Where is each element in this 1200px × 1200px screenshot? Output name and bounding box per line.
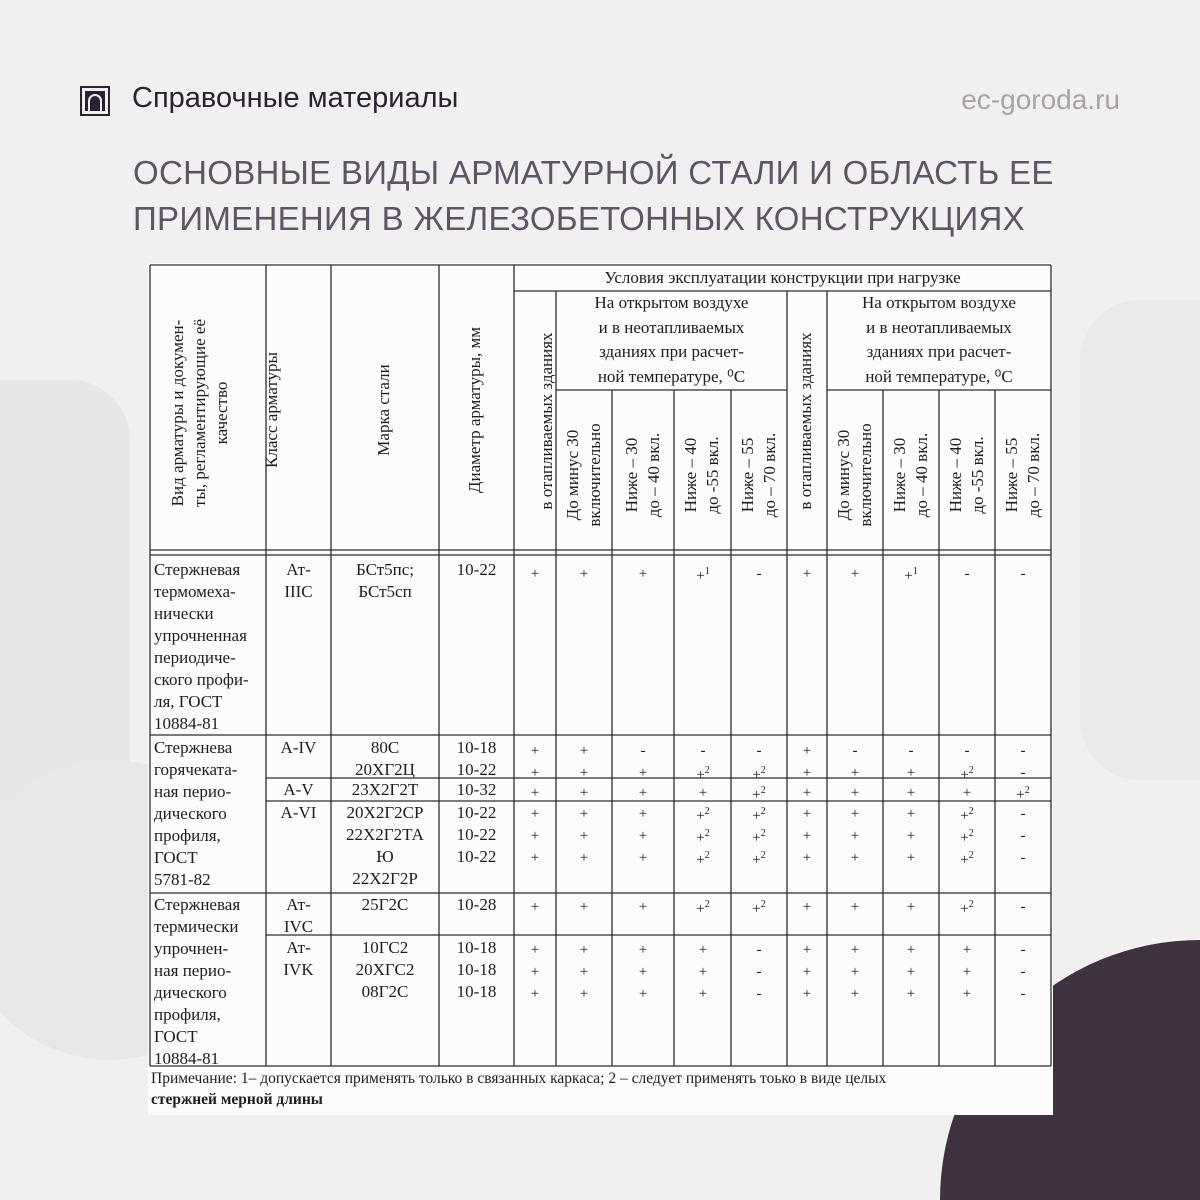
table-mark: + (802, 986, 812, 1002)
table-mark: +$^2$ (752, 765, 766, 783)
table-mark: - (1020, 828, 1026, 844)
footnote-mark: 1 (912, 566, 918, 577)
table-mark: + (906, 765, 916, 781)
table-mark: - (756, 743, 762, 759)
header-temp-1: До минус 30 включительно (563, 423, 604, 527)
header-type: Вид арматуры и докумен- ты, регламентирующие её качество (168, 319, 231, 508)
header-temp-2: Ниже – 30 до – 40 вкл. (622, 432, 663, 518)
table-mark: +$^2$ (752, 806, 766, 824)
header-diameter: Диаметр арматуры, мм (465, 326, 484, 494)
table-mark: + (579, 828, 589, 844)
row3-diameter-a: 10-28 (456, 895, 497, 914)
footnote-mark: 2 (704, 806, 710, 817)
footnote-mark: 2 (968, 850, 974, 861)
row2-grade-c: 20Х2Г2СР 22Х2Г2ТА Ю 22Х2Г2Р (346, 803, 424, 888)
steel-table (148, 263, 1053, 1115)
row2-class-a: A-IV (280, 738, 317, 757)
footnote-mark: 1 (704, 566, 710, 577)
header-grade: Марка стали (374, 364, 393, 456)
table-mark: + (850, 850, 860, 866)
table-mark: + (802, 942, 812, 958)
table-mark: +$^2$ (960, 899, 974, 917)
table-mark: + (530, 899, 540, 915)
table-mark: + (698, 986, 708, 1002)
table-mark: + (906, 850, 916, 866)
footnote-mark: 2 (760, 899, 766, 910)
table-mark: - (756, 964, 762, 980)
table-mark: + (850, 828, 860, 844)
table-mark: + (579, 850, 589, 866)
table-mark: + (638, 765, 648, 781)
table-mark: - (964, 743, 970, 759)
section-title: Справочные материалы (132, 82, 459, 114)
table-mark: +$^2$ (960, 850, 974, 868)
table-mark: + (638, 964, 648, 980)
row3-grade-b: 10ГС2 20ХГС2 08Г2С (355, 938, 415, 1001)
footnote-mark: 2 (704, 899, 710, 910)
page-title-line: ОСНОВНЫЕ ВИДЫ АРМАТУРНОЙ СТАЛИ И ОБЛАСТЬ ЕЕ (133, 154, 1054, 191)
footnote-mark: 2 (968, 765, 974, 776)
table-mark: + (850, 806, 860, 822)
table-mark: + (638, 566, 648, 582)
table-mark: - (908, 743, 914, 759)
table-mark: - (1020, 942, 1026, 958)
table-mark: + (638, 942, 648, 958)
table-mark: + (850, 986, 860, 1002)
footnote-mark: 2 (760, 785, 766, 796)
building-arch-icon (80, 86, 110, 116)
table-mark: + (530, 986, 540, 1002)
table-mark: + (530, 566, 540, 582)
table-mark: +$^2$ (752, 899, 766, 917)
table-mark: + (579, 785, 589, 801)
table-mark: + (579, 899, 589, 915)
table-mark: - (756, 942, 762, 958)
table-mark: + (850, 942, 860, 958)
table-mark: + (962, 785, 972, 801)
row2-class-c: A-VI (280, 803, 317, 822)
footnote-mark: 2 (704, 828, 710, 839)
header-class: Класс арматуры (262, 352, 281, 468)
table-mark: + (802, 566, 812, 582)
table-mark: +$^2$ (960, 765, 974, 783)
table-mark: - (1020, 806, 1026, 822)
table-mark: - (756, 566, 762, 582)
header-outdoor-1: На открытом воздухе и в неотапливаемых зданиях при расчет- ной температуре, ⁰С (594, 293, 749, 386)
footnote-mark: 2 (760, 850, 766, 861)
table-mark: - (1020, 964, 1026, 980)
table-mark: + (906, 828, 916, 844)
row2-type: Стержнева горячеката- ная перио- дического профиля, ГОСТ 5781-82 (154, 738, 238, 889)
header-heated-1: в отапливаемых зданиях (537, 332, 556, 510)
table-mark: + (579, 964, 589, 980)
table-mark: +$^2$ (752, 785, 766, 803)
table-mark: + (802, 785, 812, 801)
table-mark: + (906, 785, 916, 801)
table-mark: +$^2$ (960, 828, 974, 846)
table-mark: + (962, 964, 972, 980)
table-mark: + (802, 850, 812, 866)
table-mark: + (698, 964, 708, 980)
table-mark: +$^2$ (696, 806, 710, 824)
header-temp-2b: Ниже – 30 до – 40 вкл. (890, 432, 931, 518)
table-mark: + (802, 806, 812, 822)
table-mark: + (906, 899, 916, 915)
footnote-mark: 2 (968, 806, 974, 817)
table-mark: + (906, 942, 916, 958)
table-mark: +$^2$ (960, 806, 974, 824)
table-mark: + (530, 785, 540, 801)
page-title (133, 150, 1113, 242)
footnote-mark: 2 (760, 806, 766, 817)
table-note (151, 1068, 1053, 1110)
table-mark: + (579, 806, 589, 822)
row3-class-b: Ат- IVK (283, 938, 314, 979)
footnote-mark: 2 (704, 850, 710, 861)
header-conditions: Условия эксплуатации конструкции при нагрузке (604, 268, 961, 287)
table-mark: + (802, 899, 812, 915)
header-temp-3: Ниже – 40 до -55 вкл. (681, 436, 722, 514)
table-mark: + (906, 986, 916, 1002)
table-mark: + (530, 850, 540, 866)
table-mark: +$^1$ (904, 566, 918, 584)
table-mark: +$^2$ (696, 850, 710, 868)
table-mark: + (906, 964, 916, 980)
table-mark: + (638, 899, 648, 915)
row1-diameter: 10-22 (456, 560, 497, 579)
table-mark: + (579, 986, 589, 1002)
footnote-mark: 2 (704, 765, 710, 776)
row2-class-b: A-V (283, 780, 314, 799)
table-mark: +$^2$ (752, 850, 766, 868)
table-mark: + (530, 828, 540, 844)
table-mark: + (638, 785, 648, 801)
table-mark: + (802, 743, 812, 759)
table-mark: - (640, 743, 646, 759)
row1-type: Стержневая термомеха- нически упрочненная периодиче- ского профи- ля, ГОСТ 10884-81 (154, 560, 249, 733)
table-mark: - (1020, 899, 1026, 915)
table-mark: + (530, 765, 540, 781)
table-mark: + (802, 828, 812, 844)
table-mark: +$^2$ (696, 899, 710, 917)
table-mark: + (530, 942, 540, 958)
table-mark: + (530, 806, 540, 822)
table-mark: + (530, 743, 540, 759)
table-mark: + (638, 986, 648, 1002)
table-mark: + (850, 765, 860, 781)
row1-class: Ат- IIIC (284, 560, 313, 601)
row3-diameter-b: 10-18 10-18 10-18 (456, 938, 497, 1001)
table-mark: + (579, 942, 589, 958)
header (80, 80, 1120, 128)
header-temp-4: Ниже – 55 до – 70 вкл. (738, 432, 779, 518)
table-mark: - (756, 986, 762, 1002)
site-url: ec-goroda.ru (961, 84, 1120, 115)
table-mark: - (964, 566, 970, 582)
row2-diameter-a: 10-18 10-22 (456, 738, 497, 779)
table-mark: + (906, 806, 916, 822)
background-shape (1080, 300, 1200, 780)
table-mark: + (638, 828, 648, 844)
table-mark: + (850, 785, 860, 801)
table-mark: - (1020, 850, 1026, 866)
footnote-mark: 2 (1024, 785, 1030, 796)
table-mark: + (579, 743, 589, 759)
row2-diameter-b: 10-32 (456, 780, 497, 799)
note-line: стержней мерной длины (151, 1091, 323, 1108)
table-mark: + (638, 850, 648, 866)
table-mark: + (850, 899, 860, 915)
header-temp-1b: До минус 30 включительно (834, 423, 875, 527)
footnote-mark: 2 (760, 765, 766, 776)
page-title-line: ПРИМЕНЕНИЯ В ЖЕЛЕЗОБЕТОННЫХ КОНСТРУКЦИЯХ (133, 200, 1025, 237)
table-mark: +$^2$ (752, 828, 766, 846)
table-mark: + (802, 765, 812, 781)
table-mark: - (1020, 743, 1026, 759)
table-mark: +$^2$ (1016, 785, 1030, 803)
table-mark: - (852, 743, 858, 759)
header-temp-4b: Ниже – 55 до – 70 вкл. (1002, 432, 1043, 518)
row3-type: Стержневая термически упрочнен- ная перио- дического профиля, ГОСТ 10884-81 (154, 895, 241, 1068)
table-mark: + (698, 942, 708, 958)
table-mark: +$^2$ (696, 828, 710, 846)
row2-grade-a: 80С 20ХГ2Ц (355, 738, 415, 779)
table-mark: + (850, 566, 860, 582)
table-mark: - (1020, 566, 1026, 582)
row3-grade-a: 25Г2С (361, 895, 409, 914)
table-mark: + (579, 765, 589, 781)
table-mark: + (802, 964, 812, 980)
row3-class-a: Ат- IVC (283, 895, 314, 936)
header-heated-2: в отапливаемых зданиях (796, 332, 815, 510)
table-mark: + (530, 964, 540, 980)
table-mark: +$^1$ (696, 566, 710, 584)
table-mark: - (1020, 986, 1026, 1002)
note-line: Примечание: 1– допускается применять только в связанных каркаса; 2 – следует применять тоько в виде целых (151, 1070, 887, 1087)
table-mark: + (962, 942, 972, 958)
table-mark: + (638, 806, 648, 822)
table-mark: + (962, 986, 972, 1002)
table-mark: + (850, 964, 860, 980)
row1-grade: БСт5пс; БСт5сп (355, 560, 415, 601)
footnote-mark: 2 (760, 828, 766, 839)
table-mark: +$^2$ (696, 765, 710, 783)
footnote-mark: 2 (968, 828, 974, 839)
footnote-mark: 2 (968, 899, 974, 910)
table-mark: + (698, 785, 708, 801)
table-mark: - (700, 743, 706, 759)
header-temp-3b: Ниже – 40 до -55 вкл. (946, 436, 987, 514)
row2-diameter-c: 10-22 10-22 10-22 (456, 803, 497, 866)
header-outdoor-2: На открытом воздухе и в неотапливаемых зданиях при расчет- ной температуре, ⁰С (862, 293, 1016, 386)
table-mark: - (1020, 765, 1026, 781)
table-mark: + (579, 566, 589, 582)
row2-grade-b: 23Х2Г2Т (351, 780, 419, 799)
